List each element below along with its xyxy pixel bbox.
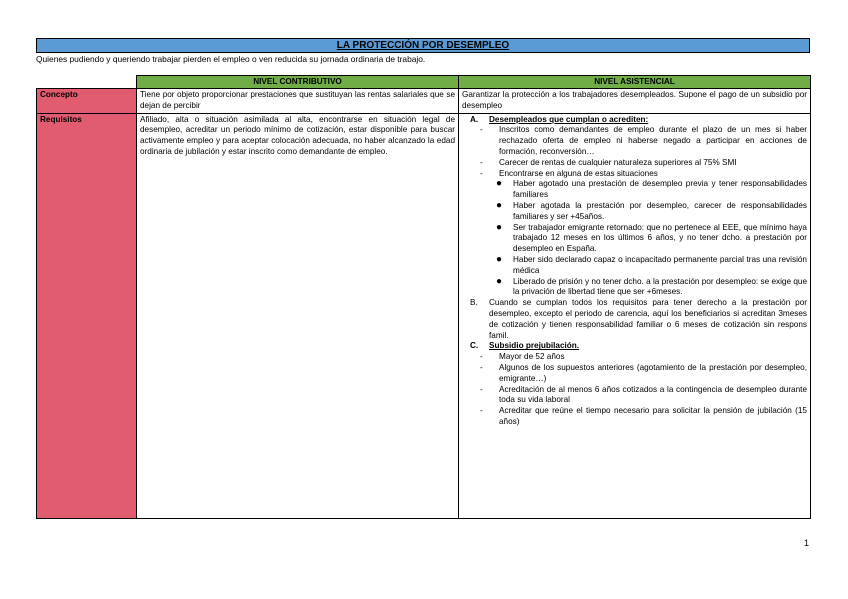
concepto-contributivo: Tiene por objeto proporcionar prestaciones que sustituyan las rentas salariales que se dejan de percibir <box>137 89 459 114</box>
table-header-row <box>37 76 811 89</box>
header-asistencial: NIVEL ASISTENCIAL <box>459 76 811 89</box>
list-item: ● Liberado de prisión y no tener dcho. a la prestación por desempleo: se exige que la privación de libertad tiene que ser +6meses. <box>496 275 807 297</box>
document-title: LA PROTECCIÓN POR DESEMPLEO <box>36 38 810 53</box>
list-item: A. Desempleados que cumplan o acrediten: <box>462 115 807 126</box>
page-number: 1 <box>804 538 810 548</box>
label-concepto: Concepto <box>37 89 137 114</box>
requisitos-contributivo: Afiliado, alta o situación asimilada al alta, encontrarse en situación legal de desempleo, acreditar un periodo mínimo de cotización, estar disponible para buscar activamente empleo y para aceptar colocación adecuada, no haber alcanzado la edad ordinaria de jubilación y estar inscrito como demandante de empleo. <box>137 113 459 518</box>
header-contributivo: NIVEL CONTRIBUTIVO <box>137 76 459 89</box>
list-item: - Algunos de los supuestos anteriores (agotamiento de la prestación por desempleo, emigrante…) <box>480 362 807 383</box>
section-c-heading: Subsidio prejubilación. <box>489 341 580 351</box>
list-item: - Acreditar que reúne el tiempo necesario para solicitar la pensión de jubilación (15 años) <box>480 406 807 426</box>
bullet-icon: ● <box>496 253 503 265</box>
header-empty-cell <box>37 76 137 89</box>
bullet-icon: ● <box>496 199 503 211</box>
list-item: ● Haber agotado una prestación de desempleo previa y tener responsabilidades familiares <box>496 178 807 200</box>
list-item: - Carecer de rentas de cualquier naturaleza superiores al 75% SMI <box>480 157 737 167</box>
concepto-asistencial: Garantizar la protección a los trabajadores desempleados. Supone el pago de un subsidio por desempleo <box>459 89 811 114</box>
list-item: - Encontrarse en alguna de estas situaciones <box>480 168 658 178</box>
document-page <box>36 38 810 519</box>
list-item: - Inscritos como demandantes de empleo durante el plazo de un mes si haber rechazado oferta de empleo ni haberse negado a participar en acciones de formación, reconversión… <box>480 125 807 156</box>
requisitos-asistencial <box>459 113 811 518</box>
label-requisitos: Requisitos <box>37 113 137 518</box>
section-b-text: Cuando se cumplan todos los requisitos para tener derecho a la prestación por desempleo, excepto el periodo de carencia, aquí los beneficiarios si acreditan 3meses de cotización y tienen responsabilidad familiar o 6 meses de cotización sin respons famil. <box>489 298 807 340</box>
row-requisitos <box>37 113 811 518</box>
list-item: - Acreditación de al menos 6 años cotizados a la contingencia de desempleo durante toda su vida laboral <box>480 384 807 405</box>
bullet-icon: ● <box>496 275 503 287</box>
bullet-icon: ● <box>496 178 503 190</box>
bullet-icon: ● <box>496 221 503 233</box>
list-item: B. Cuando se cumplan todos los requisitos para tener derecho a la prestación por desempleo, excepto el periodo de carencia, aquí los beneficiarios si acreditan 3meses de cotización y tienen responsabilidad familiar o 6 meses de cotización sin respons famil. <box>470 298 807 340</box>
row-concepto <box>37 89 811 114</box>
list-item: ● Haber sido declarado capaz o incapacitado permanente parcial tras una revisión médica <box>496 253 807 275</box>
comparison-table <box>36 75 811 519</box>
list-item: C. Subsidio prejubilación. <box>462 341 807 352</box>
list-item: ● Haber agotada la prestación por desempleo, carecer de responsabilidades familiares y ser +45años. <box>496 199 807 221</box>
list-item: ● Ser trabajador emigrante retornado: que no pertenece al EEE, que mínimo haya trabajado 12 meses en los últimos 6 años, y no tener dcho. a prestación por desempleo en España. <box>496 221 807 254</box>
intro-text: Quienes pudiendo y queriendo trabajar pierden el empleo o ven reducida su jornada ordinaria de trabajo. <box>36 54 426 64</box>
list-item: - Mayor de 52 años <box>480 352 565 362</box>
section-a-heading: Desempleados que cumplan o acrediten: <box>489 114 649 124</box>
